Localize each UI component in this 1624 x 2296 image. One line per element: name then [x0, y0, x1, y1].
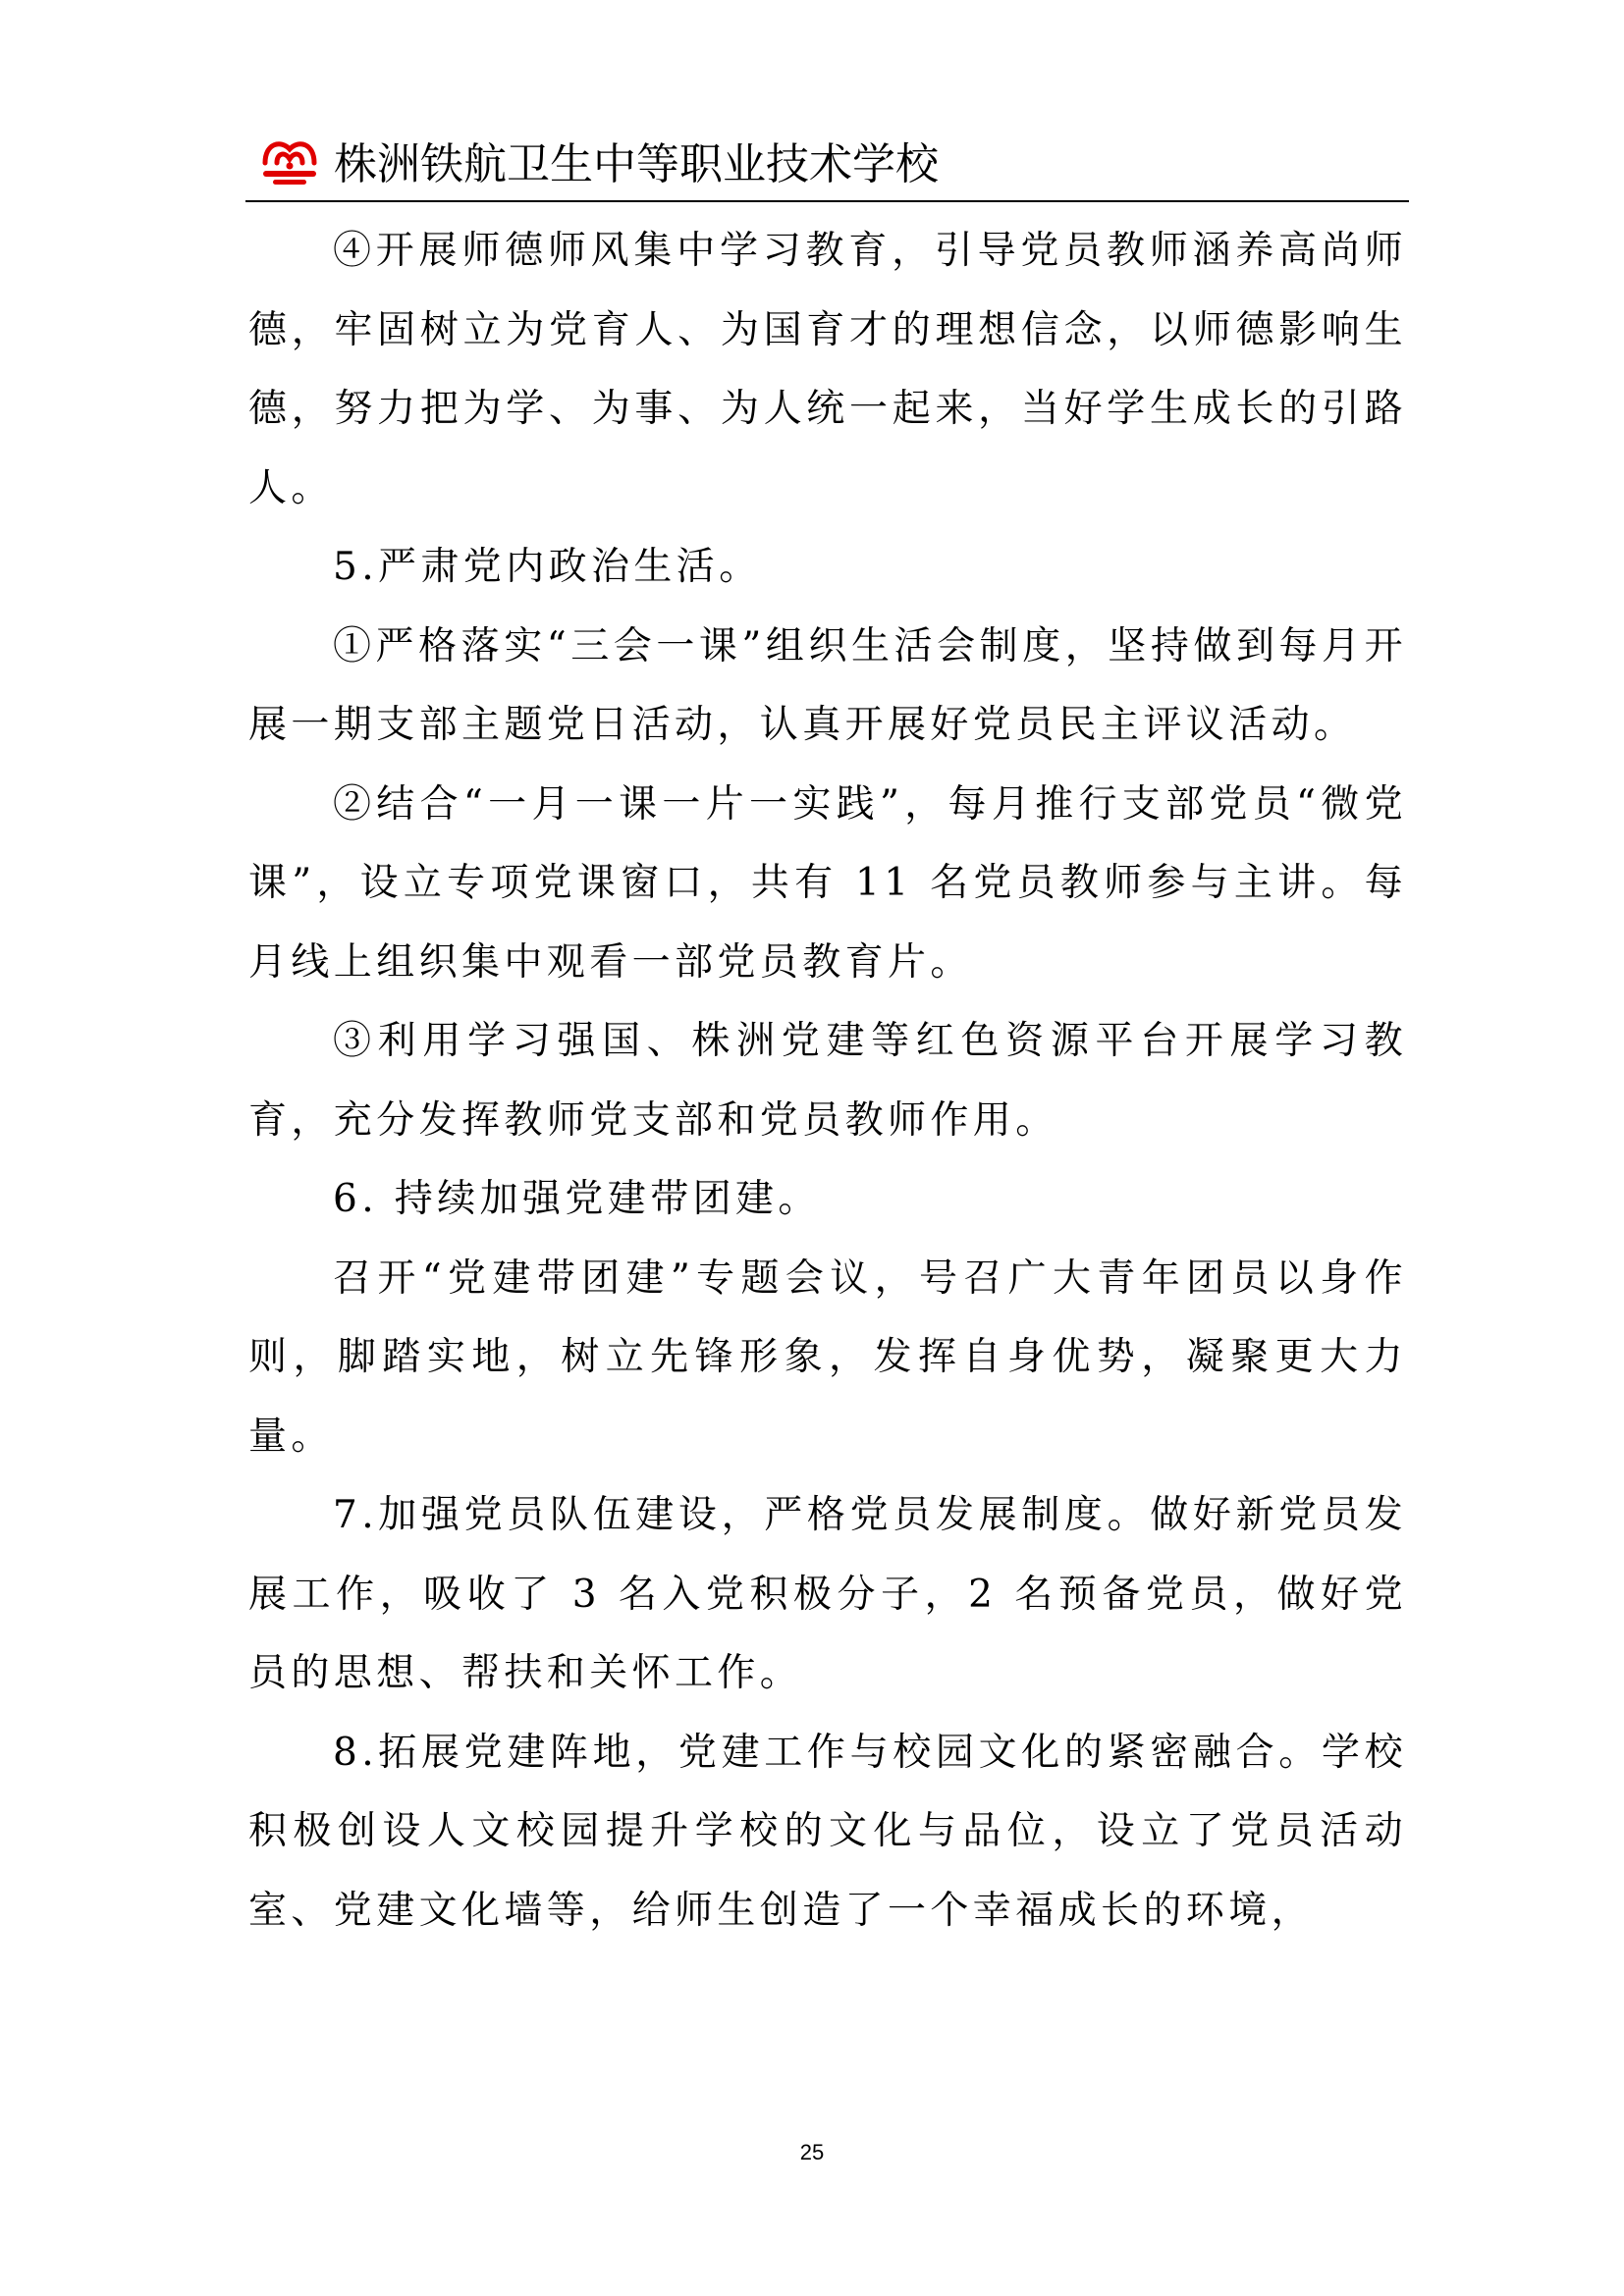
school-emblem-icon [259, 133, 320, 188]
section-heading-political-life: 5.严肃党内政治生活。 [333, 545, 762, 589]
school-name: 株洲铁航卫生中等职业技术学校 [334, 139, 939, 189]
paragraph-league-meeting: 召开“党建带团建”专题会议，号召广大青年团员以身作则，脚踏实地，树立先锋形象，发挥自身优势，凝聚更大力量。 [248, 1255, 1407, 1459]
page-number: 25 [799, 2140, 825, 2164]
page-header [245, 126, 1409, 202]
paragraph-teacher-ethics: ④开展师德师风集中学习教育，引导党员教师涵养高尚师德，牢固树立为党育人、为国育才的理想信念，以师德影响生德，努力把为学、为事、为人统一起来，当好学生成长的引路人。 [248, 229, 1407, 510]
paragraph-party-base-culture: 8.拓展党建阵地，党建工作与校园文化的紧密融合。学校积极创设人文校园提升学校的文化与品位，设立了党员活动室、党建文化墙等，给师生创造了一个幸福成长的环境， [248, 1730, 1407, 1933]
document-body [248, 212, 1407, 1950]
paragraph-micro-party-class: ②结合“一月一课一片一实践”，每月推行支部党员“微党课”，设立专项党课窗口，共有 11 名党员教师参与主讲。每月线上组织集中观看一部党员教育片。 [248, 781, 1407, 985]
section-heading-youth-league: 6. 持续加强党建带团建。 [333, 1177, 821, 1221]
paragraph-three-meetings: ①严格落实“三会一课”组织生活会制度，坚持做到每月开展一期支部主题党日活动，认真开展好党员民主评议活动。 [248, 623, 1407, 747]
paragraph-red-resources: ③利用学习强国、株洲党建等红色资源平台开展学习教育，充分发挥教师党支部和党员教师作用。 [248, 1019, 1407, 1143]
paragraph-member-development: 7.加强党员队伍建设，严格党员发展制度。做好新党员发展工作，吸收了 3 名入党积极分子，2 名预备党员，做好党员的思想、帮扶和关怀工作。 [248, 1493, 1407, 1695]
